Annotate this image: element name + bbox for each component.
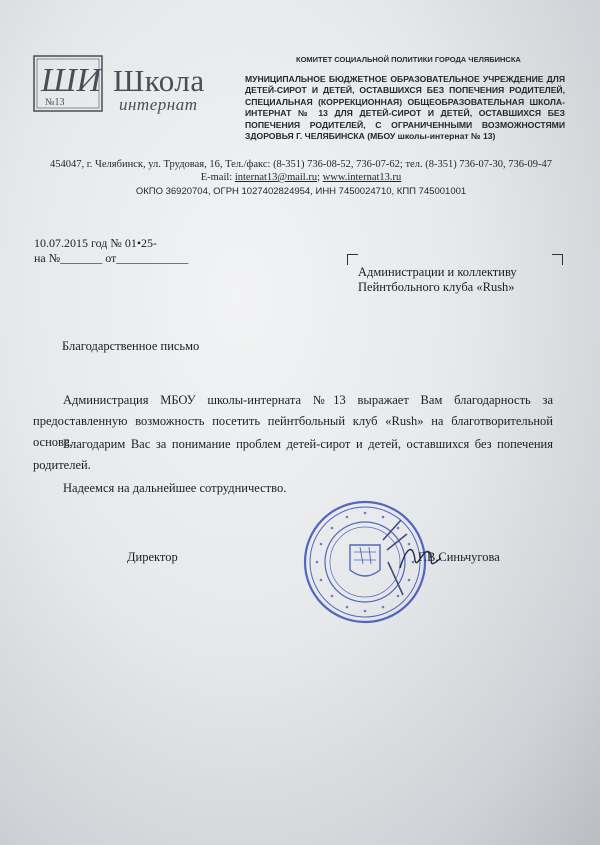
- logo-number: №13: [45, 97, 65, 108]
- addressee-line-1: Администрации и коллективу: [358, 265, 517, 279]
- addressee-line-2: Пейнтбольного клуба «Rush»: [358, 280, 515, 294]
- letter-paragraph-2: Благодарим Вас за понимание проблем детей-сирот и детей, оставшихся без попечения родителей.: [33, 437, 553, 472]
- signatory-role: Директор: [127, 550, 178, 564]
- signatory-name: Г.В.Синьчугова: [418, 550, 500, 564]
- outgoing-date-number: 10.07.2015 год № 01•25-: [34, 236, 158, 250]
- logo-word-internat: интернат: [119, 95, 198, 114]
- institution-name: МУНИЦИПАЛЬНОЕ БЮДЖЕТНОЕ ОБРАЗОВАТЕЛЬНОЕ УЧРЕЖДЕНИЕ ДЛЯ ДЕТЕЙ-СИРОТ И ДЕТЕЙ, ОСТАВШИХСЯ БЕЗ ПОПЕЧЕНИЯ РОДИТЕЛЕЙ, СПЕЦИАЛЬНАЯ (КОРРЕКЦИОННАЯ) ОБЩЕОБРАЗОВАТЕЛЬНАЯ ШКОЛА-ИНТЕРНАТ № 13 ДЛЯ ДЕТЕЙ-СИРОТ И ДЕТЕЙ, ОСТАВШИХСЯ БЕЗ ПОПЕЧЕНИЯ РОДИТЕЛЕЙ, С ОГРАНИЧЕННЫМИ ВОЗМОЖНОСТЯМИ ЗДОРОВЬЯ Г. ЧЕЛЯБИНСКА (МБОУ школы-интернат № 13): [245, 74, 565, 142]
- email-link[interactable]: internat13@mail.ru: [234, 172, 318, 183]
- website-link[interactable]: www.internat13.ru: [322, 172, 402, 183]
- logo-monogram: ШИ: [41, 62, 102, 99]
- committee-name: КОМИТЕТ СОЦИАЛЬНОЙ ПОЛИТИКИ ГОРОДА ЧЕЛЯБИНСКА: [296, 55, 521, 64]
- registration-codes: ОКПО 36920704, ОГРН 1027402824954, ИНН 7450024710, КПП 745001001: [135, 186, 467, 197]
- letter-paragraph-1: Администрация МБОУ школы-интерната №13 выражает Вам благодарность за предоставленную возможность посетить пейнтбольный клуб «Rush» на благотворительной основе.: [33, 393, 553, 449]
- email-label: E-mail:: [200, 172, 233, 183]
- letter-title: Благодарственное письмо: [62, 339, 200, 353]
- letter-paragraph-3: Надеемся на дальнейшее сотрудничество.: [63, 481, 287, 495]
- contact-line: [36, 172, 566, 183]
- incoming-reference: на №_______ от____________: [34, 251, 189, 265]
- addressee-corner-left: [347, 254, 358, 265]
- email-separator: ;: [317, 172, 321, 183]
- addressee-corner-right: [552, 254, 563, 265]
- logo-word-school: Школа: [113, 63, 205, 98]
- school-logo: [33, 55, 103, 112]
- address-line: 454047, г. Челябинск, ул. Трудовая, 16, Тел./факс: (8-351) 736-08-52, 736-07-62; тел. (8-351) 736-07-30, 736-09-47: [49, 159, 553, 170]
